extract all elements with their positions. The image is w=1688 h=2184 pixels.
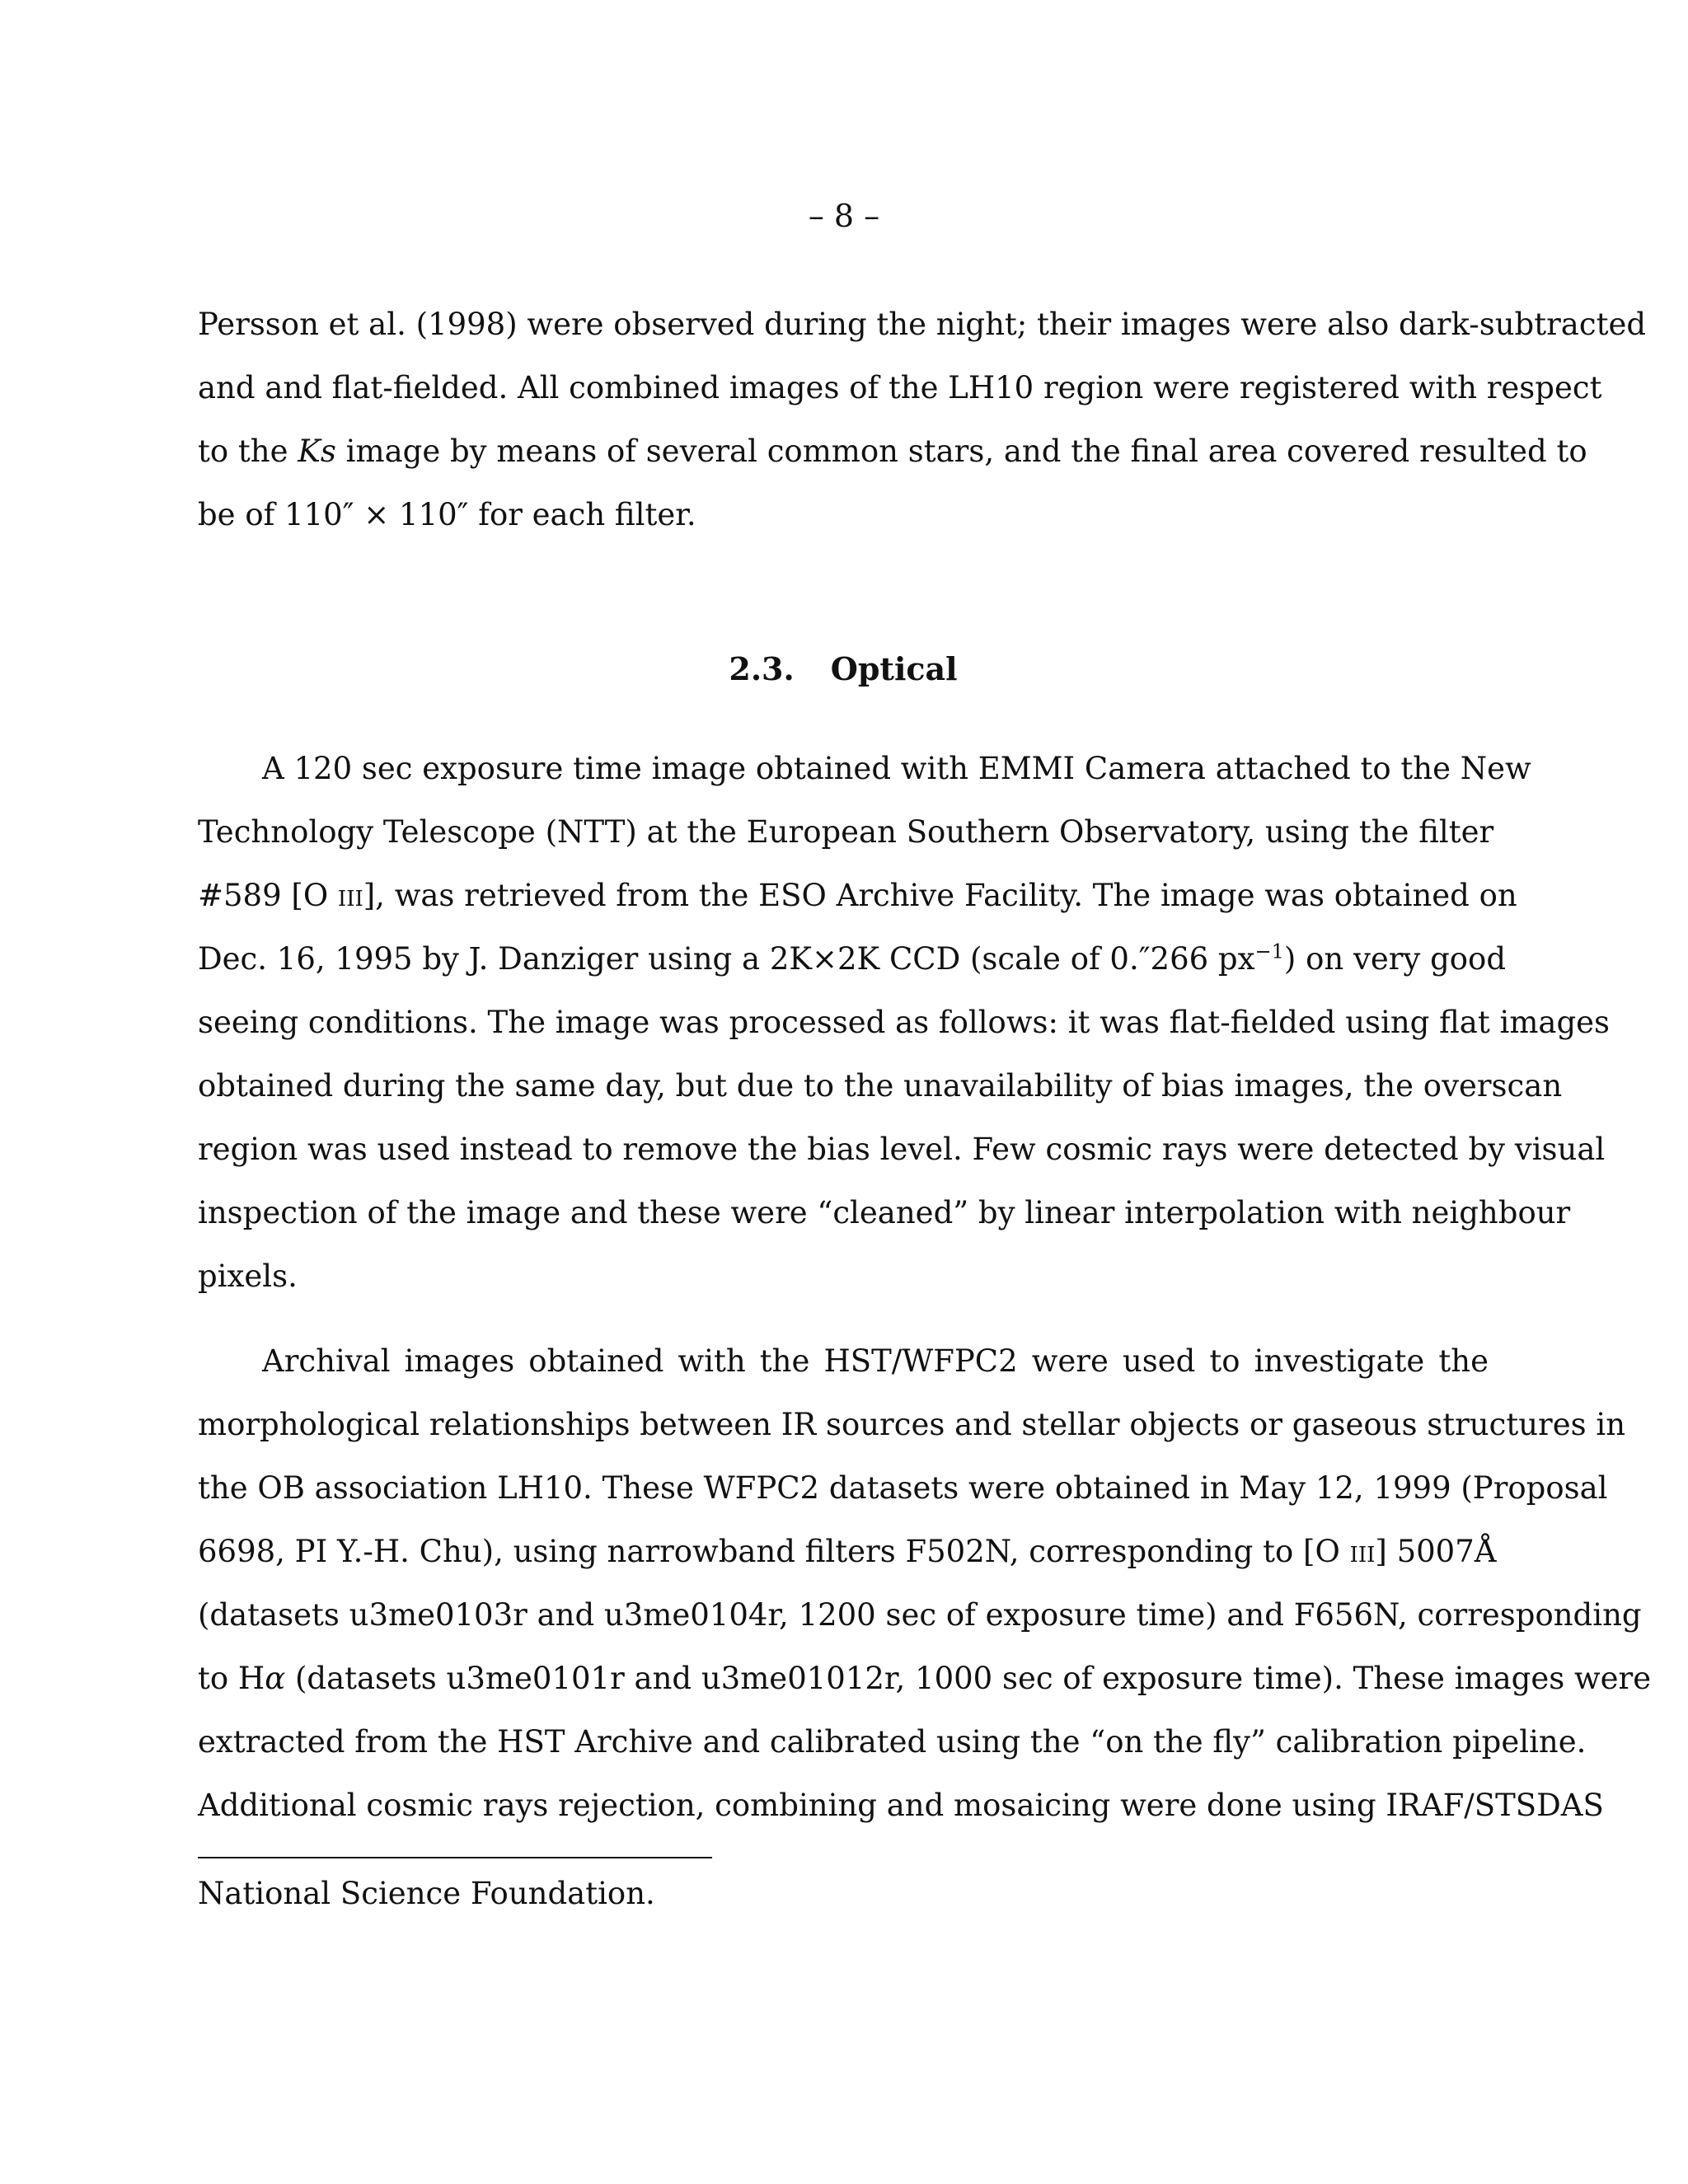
text-line: A 120 sec exposure time image obtained with EMMI Camera attached to the New	[262, 751, 1531, 786]
text-line	[198, 864, 1517, 927]
text-fragment: #589 [O	[198, 878, 338, 913]
text-line: extracted from the HST Archive and calibrated using the “on the fly” calibration pipeline.	[198, 1724, 1587, 1760]
text-line: region was used instead to remove the bias level. Few cosmic rays were detected by visual	[198, 1132, 1606, 1167]
text-line: be of 110″ × 110″ for each filter.	[198, 497, 696, 532]
text-line: Technology Telescope (NTT) at the European Southern Observatory, using the filter	[198, 814, 1494, 850]
ion-stage: iii	[337, 878, 363, 913]
text-line	[198, 927, 1507, 991]
superscript: −1	[1254, 940, 1284, 963]
ion-stage: iii	[1349, 1534, 1376, 1569]
section-number: 2.3.	[729, 650, 795, 687]
paragraph-continued	[198, 293, 1647, 546]
text-line: (datasets u3me0103r and u3me0104r, 1200 sec of exposure time) and F656N, corresponding	[198, 1597, 1642, 1633]
greek-letter: α	[265, 1661, 286, 1696]
text-fragment: ) on very good	[1283, 941, 1507, 977]
text-line: the OB association LH10. These WFPC2 datasets were obtained in May 12, 1999 (Proposal	[198, 1470, 1608, 1506]
text-line: morphological relationships between IR sources and stellar objects or gaseous structures in	[198, 1407, 1626, 1442]
text-fragment: (datasets u3me0101r and u3me01012r, 1000 sec of exposure time). These images were	[285, 1661, 1652, 1696]
text-line	[198, 419, 1587, 483]
text-fragment: 6698, PI Y.-H. Chu), using narrowband filters F502N, corresponding to [O	[198, 1534, 1350, 1569]
text-line: Archival images obtained with the HST/WFPC2 were used to investigate the	[262, 1343, 1489, 1379]
text-fragment: to the	[198, 434, 298, 469]
footnote-text: National Science Foundation.	[198, 1876, 655, 1911]
text-fragment: ], was retrieved from the ESO Archive Facility. The image was obtained on	[363, 878, 1517, 913]
text-line: pixels.	[198, 1258, 298, 1294]
filter-name-italic: Ks	[298, 434, 336, 469]
section-title: Optical	[830, 650, 958, 687]
page-number: – 8 –	[808, 198, 880, 234]
text-line: Persson et al. (1998) were observed during the night; their images were also dark-subtracted	[198, 307, 1647, 342]
text-fragment: Dec. 16, 1995 by J. Danziger using a 2K×2K CCD (scale of 0.″266 px	[198, 941, 1255, 977]
section-heading	[198, 637, 1489, 701]
paragraph-archival	[198, 1329, 1652, 1837]
text-line: Additional cosmic rays rejection, combining and mosaicing were done using IRAF/STSDAS	[198, 1788, 1604, 1823]
text-fragment: image by means of several common stars, and the final area covered resulted to	[335, 434, 1587, 469]
text-fragment: to H	[198, 1661, 265, 1696]
text-line	[198, 1647, 1652, 1710]
text-line: and and flat-fielded. All combined images of the LH10 region were registered with respect	[198, 370, 1602, 405]
text-line	[198, 1520, 1497, 1583]
footnote-rule	[198, 1857, 712, 1858]
text-line: inspection of the image and these were “cleaned” by linear interpolation with neighbour	[198, 1195, 1571, 1230]
text-line: obtained during the same day, but due to the unavailability of bias images, the overscan	[198, 1068, 1563, 1104]
text-fragment: ] 5007Å	[1375, 1534, 1497, 1569]
paragraph-optical	[198, 737, 1611, 1308]
text-line: seeing conditions. The image was processed as follows: it was flat-fielded using flat images	[198, 1005, 1611, 1040]
main-text	[198, 293, 1652, 1837]
